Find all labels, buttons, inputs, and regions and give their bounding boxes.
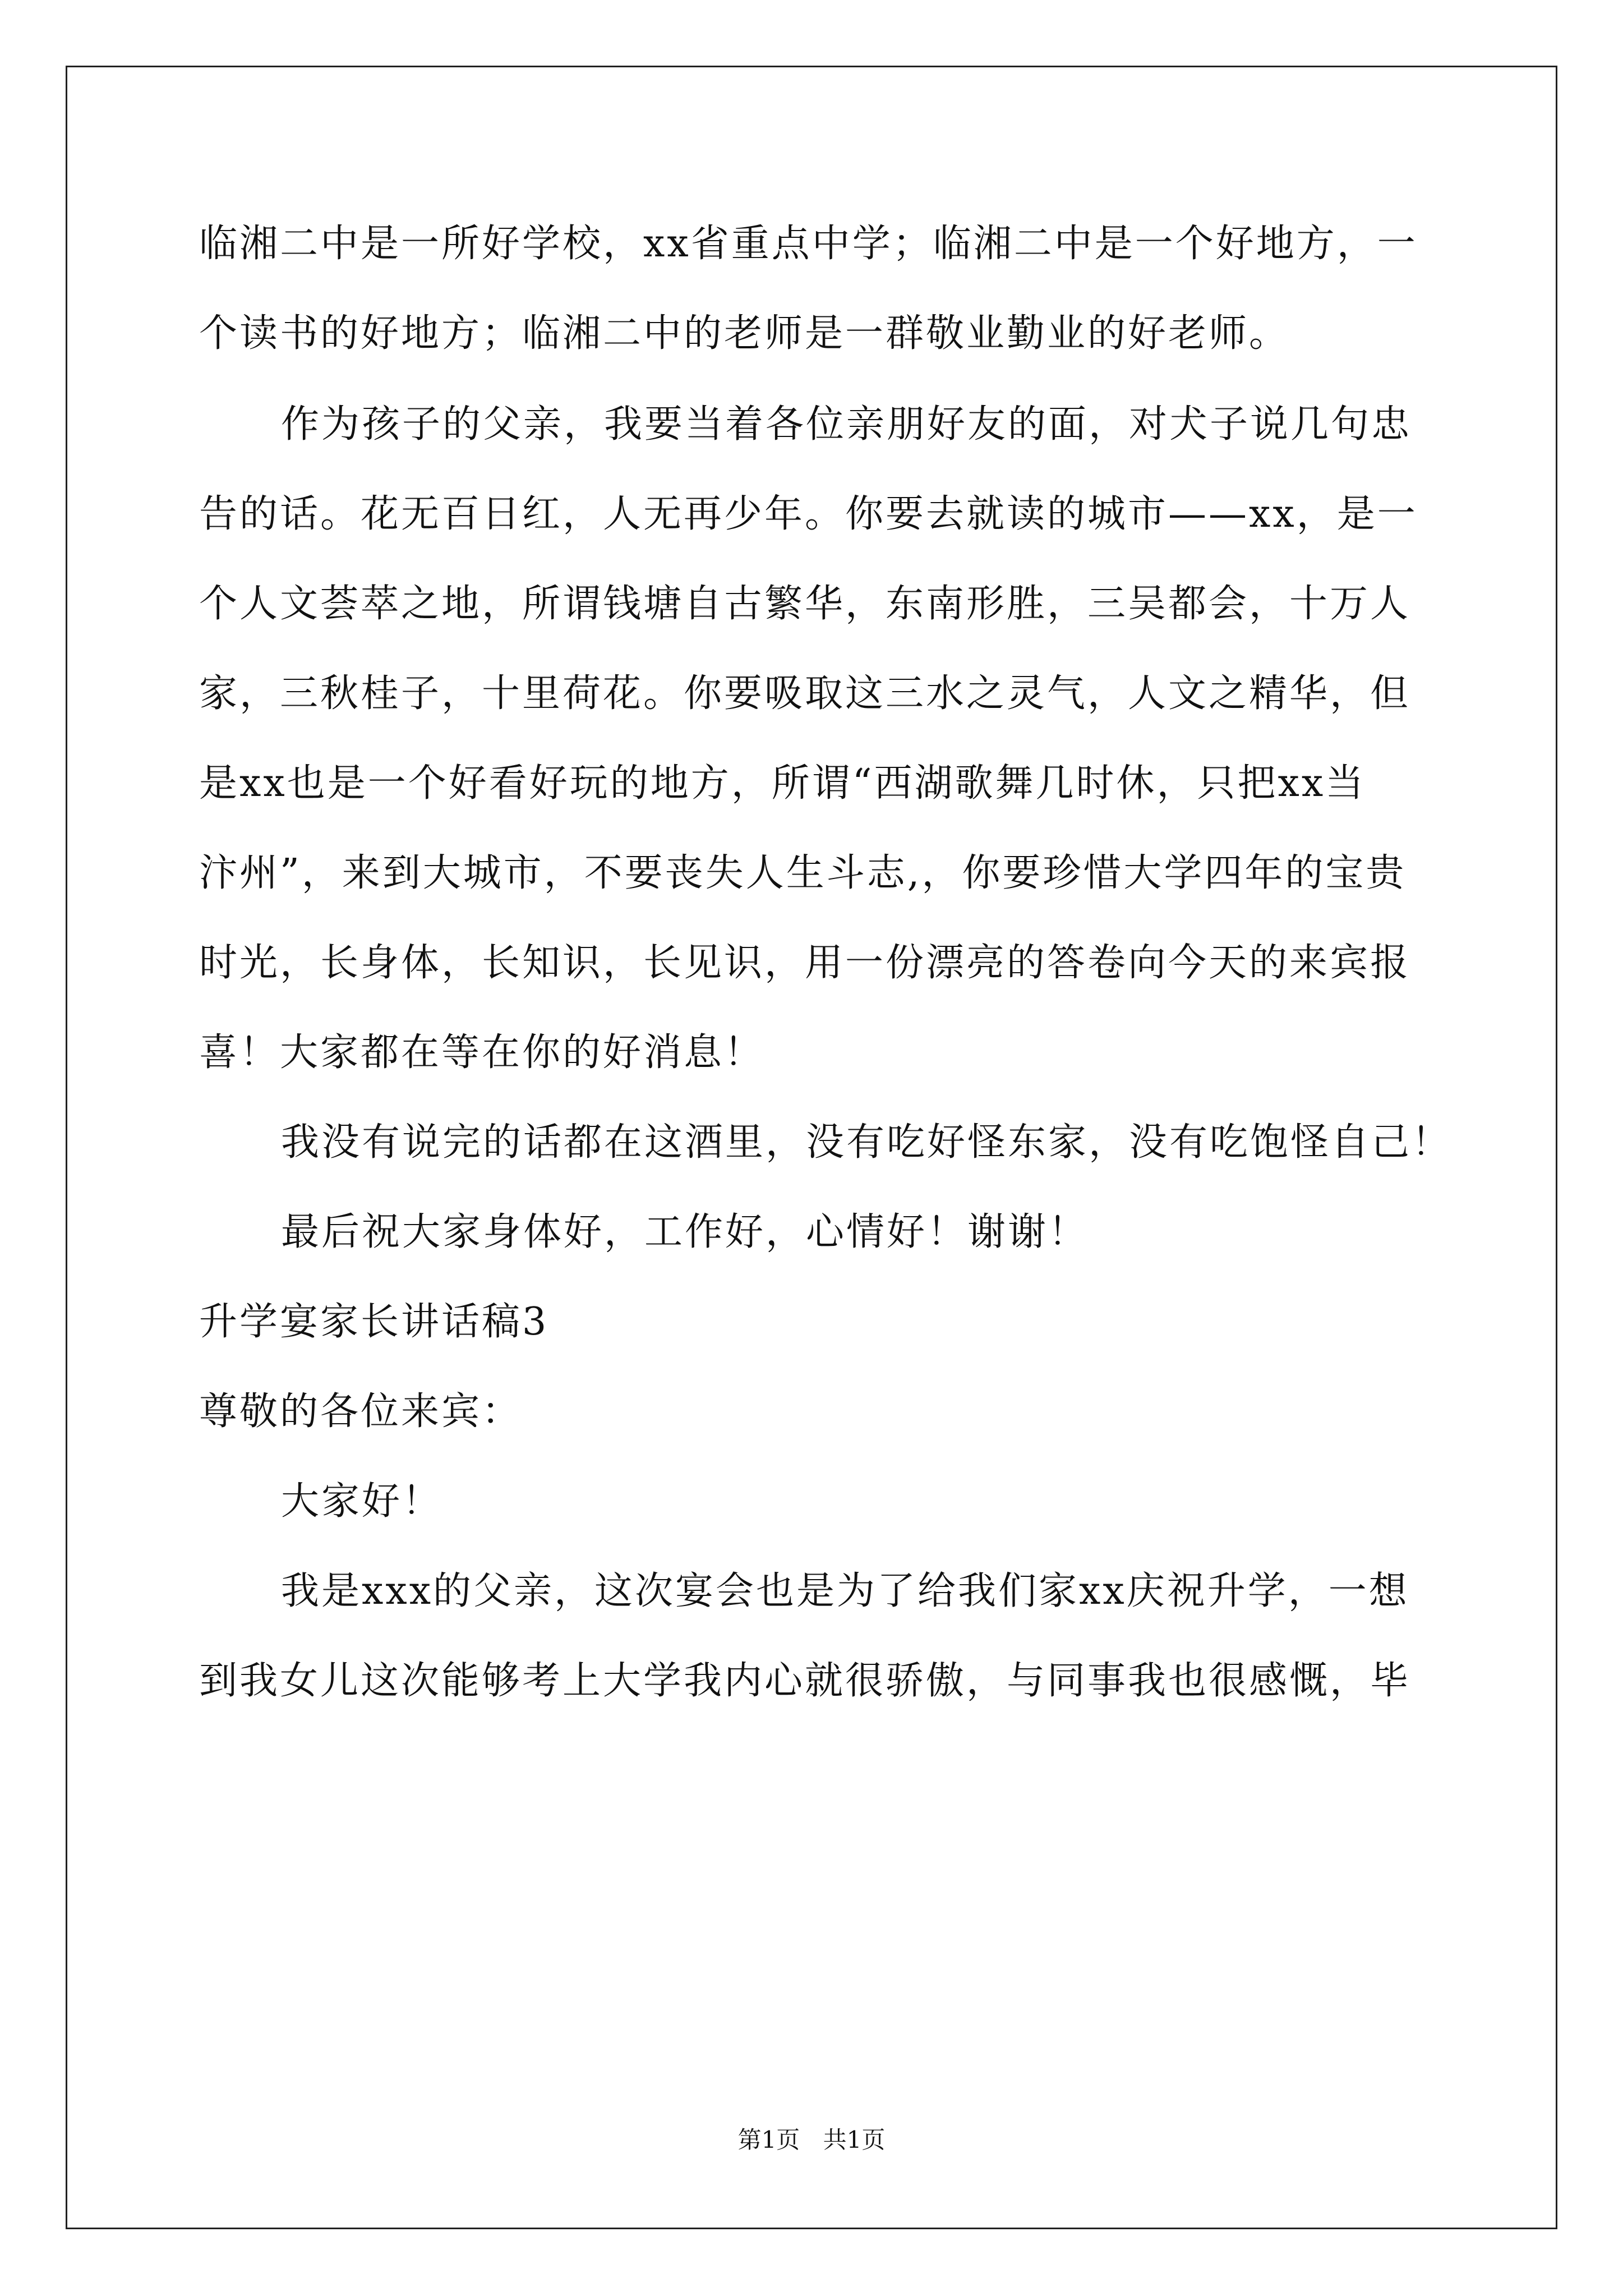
salutation-line: 尊敬的各位来宾： xyxy=(199,1389,523,1434)
text-line: 个人文荟萃之地，所谓钱塘自古繁华，东南形胜，三吴都会，十万人 xyxy=(199,582,1411,626)
greeting-line: 大家好！ xyxy=(281,1479,443,1524)
page-number-current: 第1页 xyxy=(737,2126,800,2154)
text-line: 汴州”，来到大城市，不要丧失人生斗志,，你要珍惜大学四年的宝贵 xyxy=(199,851,1407,895)
text-line: 到我女儿这次能够考上大学我内心就很骄傲，与同事我也很感慨，毕 xyxy=(199,1659,1411,1703)
paragraph-start-line: 作为孩子的父亲，我要当着各位亲朋好友的面，对犬子说几句忠 xyxy=(281,402,1412,447)
text-line: 家，三秋桂子，十里荷花。你要吸取这三水之灵气，人文之精华，但 xyxy=(199,671,1411,716)
page-number-total: 共1页 xyxy=(823,2126,886,2154)
text-line: 时光，长身体，长知识，长见识，用一份漂亮的答卷向今天的来宾报 xyxy=(199,941,1411,985)
paragraph-start-line: 最后祝大家身体好，工作好，心情好！谢谢！ xyxy=(281,1210,1089,1254)
page-footer xyxy=(0,2126,1623,2154)
paragraph-start-line: 我没有说完的话都在这酒里，没有吃好怪东家，没有吃饱怪自己！ xyxy=(281,1120,1453,1165)
paragraph-start-line: 我是xxx的父亲，这次宴会也是为了给我们家xx庆祝升学，一想 xyxy=(281,1569,1409,1613)
text-line: 临湘二中是一所好学校，xx省重点中学；临湘二中是一个好地方，一 xyxy=(199,222,1418,266)
section-heading: 升学宴家长讲话稿3 xyxy=(199,1300,549,1344)
text-line: 是xx也是一个好看好玩的地方，所谓“西湖歌舞几时休，只把xx当 xyxy=(199,761,1366,806)
text-line: 喜！大家都在等在你的好消息！ xyxy=(199,1030,765,1075)
text-line: 告的话。花无百日红，人无再少年。你要去就读的城市——xx，是一 xyxy=(199,492,1418,536)
text-line: 个读书的好地方；临湘二中的老师是一群敬业勤业的好老师。 xyxy=(199,311,1290,356)
